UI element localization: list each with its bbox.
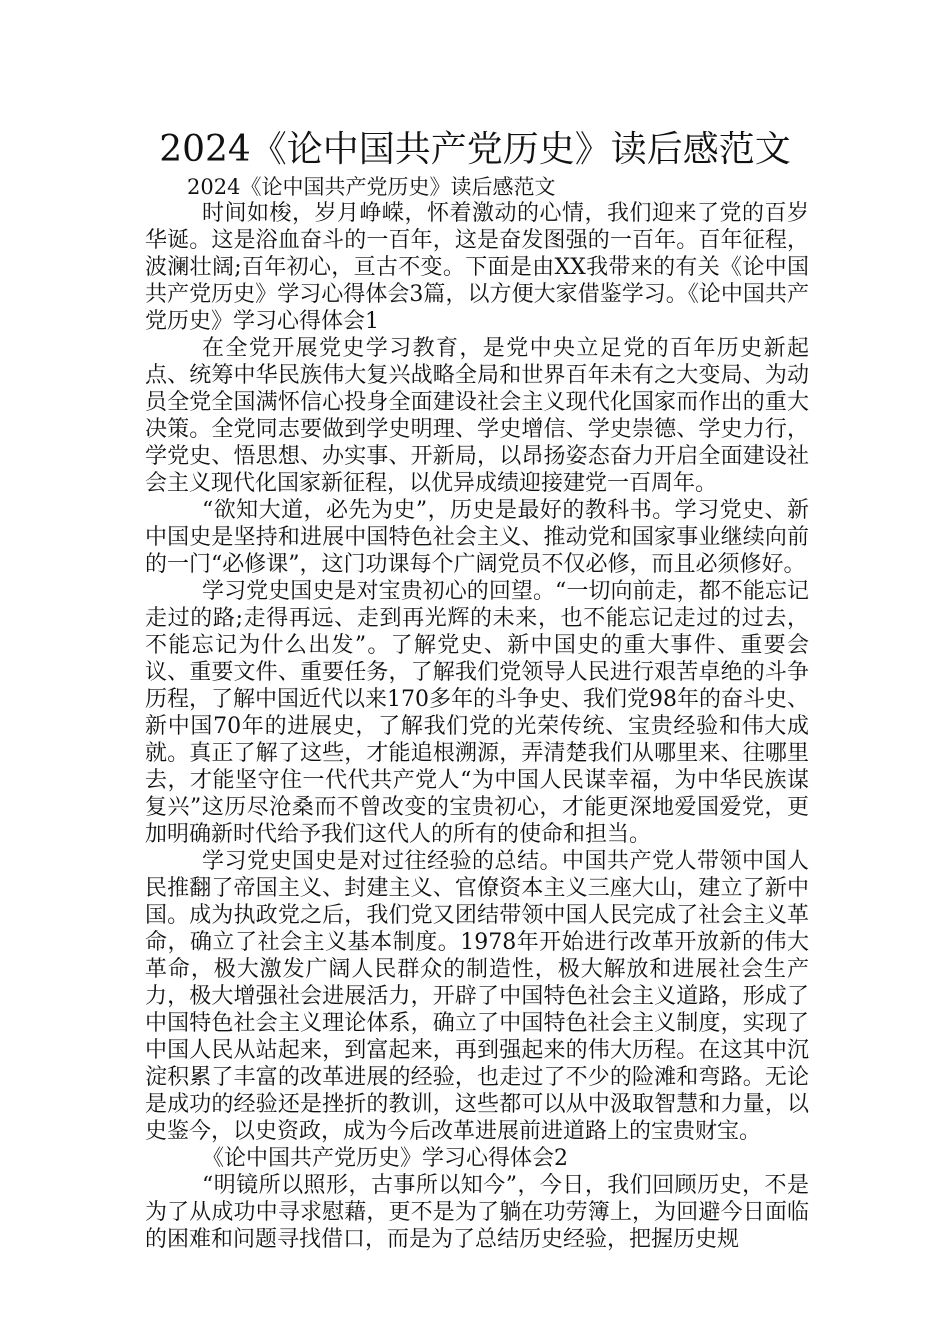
document-title: 2024《论中国共产党历史》读后感范文 — [159, 129, 791, 170]
document-body — [145, 200, 809, 1253]
paragraph-2: 在全党开展党史学习教育，是党中央立足党的百年历史新起点、统筹中华民族伟大复兴战略全局和世界百年未有之大变局、为动员全党全国满怀信心投身全面建设社会主义现代化国家而作出的重大决策。全党同志要做到学史明理、学史增信、学史崇德、学史力行，学党史、悟思想、办实事、开新局，以昂扬姿态奋力开启全面建设社会主义现代化国家新征程，以优异成绩迎接建党一百周年。 — [145, 336, 809, 496]
paragraph-intro: 时间如梭，岁月峥嵘，怀着激动的心情，我们迎来了党的百岁华诞。这是浴血奋斗的一百年，这是奋发图强的一百年。百年征程，波澜壮阔;百年初心，亘古不变。下面是由XX我带来的有关《论中国共产党历史》学习心得体会3篇，以方便大家借鉴学习。《论中国共产党历史》学习心得体会1 — [145, 201, 809, 334]
paragraph-section2: “明镜所以照形，古事所以知今”，今日，我们回顾历史，不是为了从成功中寻求慰藉，更不是为了躺在功劳簿上，为回避今日面临的困难和问题寻找借口，而是为了总结历史经验，把握历史规 — [145, 1173, 809, 1252]
section-heading-2: 《论中国共产党历史》学习心得体会2 — [202, 1146, 568, 1171]
paragraph-3: “欲知大道，必先为史”，历史是最好的教科书。学习党史、新中国史是坚持和进展中国特色社会主义、推动党和国家事业继续向前的一门“必修课”，这门功课每个广阔党员不仅必修，而且必须修好。 — [145, 498, 809, 577]
document-subtitle: 2024《论中国共产党历史》读后感范文 — [187, 175, 556, 199]
paragraph-5: 学习党史国史是对过往经验的总结。中国共产党人带领中国人民推翻了帝国主义、封建主义、官僚资本主义三座大山，建立了新中国。成为执政党之后，我们党又团结带领中国人民完成了社会主义革命，确立了社会主义基本制度。1978年开始进行改革开放新的伟大革命，极大激发广阔人民群众的制造性，极大解放和进展社会生产力，极大增强社会进展活力，开辟了中国特色社会主义道路，形成了中国特色社会主义理论体系，确立了中国特色社会主义制度，实现了中国人民从站起来，到富起来，再到强起来的伟大历程。在这其中沉淀积累了丰富的改革进展的经验，也走过了不少的险滩和弯路。无论是成功的经验还是挫折的教训，这些都可以从中汲取智慧和力量，以史鉴今，以史资政，成为今后改革进展前进道路上的宝贵财宝。 — [145, 849, 809, 1144]
paragraph-4: 学习党史国史是对宝贵初心的回望。“一切向前走，都不能忘记走过的路;走得再远、走到再光辉的未来，也不能忘记走过的过去，不能忘记为什么出发”。了解党史、新中国史的重大事件、重要会议、重要文件、重要任务，了解我们党领导人民进行艰苦卓绝的斗争历程，了解中国近代以来170多年的斗争史、我们党98年的奋斗史、新中国70年的进展史，了解我们党的光荣传统、宝贵经验和伟大成就。真正了解了这些，才能追根溯源，弄清楚我们从哪里来、往哪里去，才能坚守住一代代共产党人“为中国人民谋幸福，为中华民族谋复兴”这历尽沧桑而不曾改变的宝贵初心，才能更深地爱国爱党，更加明确新时代给予我们这代人的所有的使命和担当。 — [145, 579, 809, 847]
